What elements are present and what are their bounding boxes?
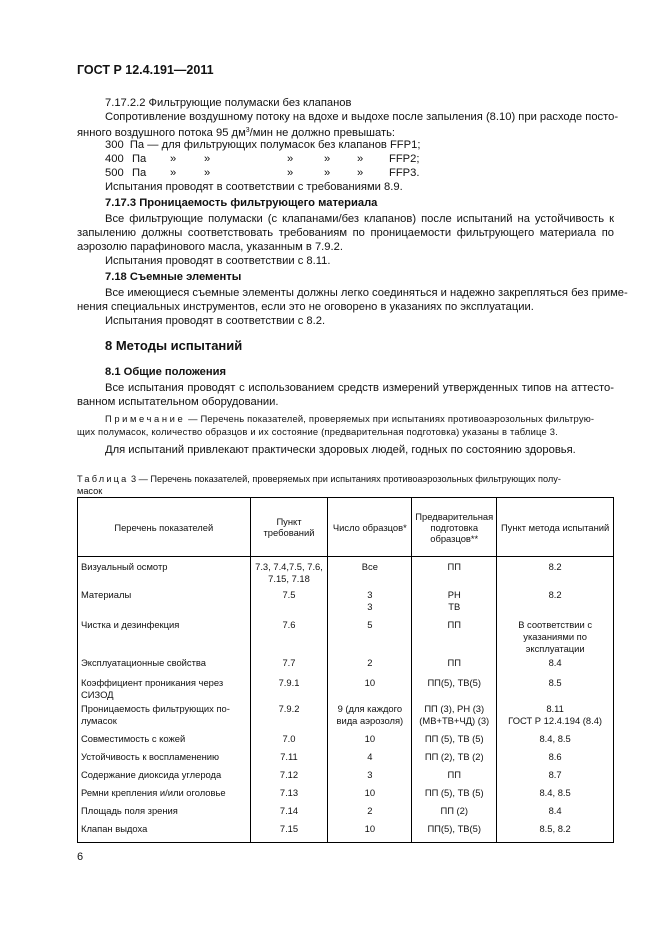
indicator-cell: Совместимость с кожей <box>78 731 251 749</box>
section-7-18-title: 7.18 Съемные элементы <box>105 271 242 283</box>
s7-18-line2: нения специальных инструментов, если это не оговорено в указаниях по эксплуатации. <box>77 301 534 313</box>
s8-1-people: Для испытаний привлекают практически здоровых людей, годных по состоянию здоровья. <box>105 444 576 456</box>
ditto-mark: » <box>357 167 364 179</box>
method-cell: 8.4 <box>497 655 614 675</box>
method-cell: 8.7 <box>497 767 614 785</box>
class-ffp3: FFP3. <box>389 167 420 179</box>
indicator-cell: Устойчивость к воспламенению <box>78 749 251 767</box>
col-header-samples: Число образцов* <box>328 498 412 557</box>
limit-row-500: 500 <box>105 167 124 179</box>
s7-17-3-tests: Испытания проводят в соответствии с 8.11. <box>105 255 331 267</box>
table-row <box>78 617 614 655</box>
preparation-cell: ПП(5), ТВ(5) <box>412 675 497 701</box>
samples-cell: 2 <box>328 655 412 675</box>
ditto-mark: » <box>287 167 294 179</box>
table-row <box>78 701 614 731</box>
ditto-mark: » <box>324 153 331 165</box>
ditto-mark: » <box>357 153 364 165</box>
limit-unit: Па <box>132 167 147 179</box>
s8-1-line1: Все испытания проводят с использованием средств измерений утвержденных типов на аттесто- <box>105 382 614 394</box>
section-7-17-3-title: 7.17.3 Проницаемость фильтрующего материала <box>105 197 378 209</box>
note-line2: щих полумасок, количество образцов и их состояние (предварительная подготовка) указаны в таблице 3. <box>77 426 558 437</box>
requirement-cell: 7.13 <box>250 785 328 803</box>
indicator-cell: Ремни крепления и/или оголовье <box>78 785 251 803</box>
ditto-mark: » <box>204 153 211 165</box>
ditto-mark: » <box>324 167 331 179</box>
samples-cell: 3 <box>328 767 412 785</box>
method-cell: 8.4 <box>497 803 614 821</box>
method-cell: 8.5, 8.2 <box>497 821 614 843</box>
indicator-cell: Коэффициент проникания через СИЗОД <box>78 675 251 701</box>
indicator-cell: Чистка и дезинфекция <box>78 617 251 655</box>
ditto-mark: » <box>170 153 177 165</box>
requirement-cell: 7.5 <box>250 587 328 617</box>
preparation-cell: РН ТВ <box>412 587 497 617</box>
indicator-cell: Визуальный осмотр <box>78 557 251 587</box>
samples-cell: 9 (для каждого вида аэрозоля) <box>328 701 412 731</box>
preparation-cell: ПП (2) <box>412 803 497 821</box>
requirement-cell: 7.15 <box>250 821 328 843</box>
section-8-1-title: 8.1 Общие положения <box>105 366 227 378</box>
preparation-cell: ПП(5), ТВ(5) <box>412 821 497 843</box>
requirements-table <box>77 497 614 843</box>
s7-17-3-line3: аэрозолю парафинового масла, указанным в 7.9.2. <box>77 241 343 253</box>
col-header-indicator: Перечень показателей <box>78 498 251 557</box>
limit-row-300: 300 Па — для фильтрующих полумасок без клапанов FFP1; <box>105 139 421 151</box>
requirement-cell: 7.6 <box>250 617 328 655</box>
indicator-cell: Содержание диоксида углерода <box>78 767 251 785</box>
s8-1-line2: ванном испытательном оборудовании. <box>77 396 279 408</box>
s7-18-tests: Испытания проводят в соответствии с 8.2. <box>105 315 326 327</box>
preparation-cell: ПП (5), ТВ (5) <box>412 731 497 749</box>
requirement-cell: 7.9.2 <box>250 701 328 731</box>
s7-17-2-2-tests: Испытания проводят в соответствии с требованиями 8.9. <box>105 181 403 193</box>
indicator-cell: Клапан выдоха <box>78 821 251 843</box>
preparation-cell: ПП <box>412 557 497 587</box>
table-row <box>78 655 614 675</box>
col-header-method: Пункт метода испытаний <box>497 498 614 557</box>
table-row <box>78 731 614 749</box>
preparation-cell: ПП <box>412 767 497 785</box>
samples-cell: 5 <box>328 617 412 655</box>
requirement-cell: 7.12 <box>250 767 328 785</box>
table-row <box>78 557 614 587</box>
col-header-requirement: Пункт требований <box>250 498 328 557</box>
ditto-mark: » <box>204 167 211 179</box>
samples-cell: 4 <box>328 749 412 767</box>
class-ffp2: FFP2; <box>389 153 420 165</box>
preparation-cell: ПП (3), РН (3) (МВ+ТВ+ЧД) (3) <box>412 701 497 731</box>
method-cell: В соответствии с указаниями по эксплуатации <box>497 617 614 655</box>
samples-cell: Все <box>328 557 412 587</box>
samples-cell: 10 <box>328 821 412 843</box>
method-cell: 8.2 <box>497 587 614 617</box>
table-row <box>78 767 614 785</box>
note-line1: Примечание — Перечень показателей, проверяемых при испытаниях противоаэрозольных фильтрую- <box>105 413 595 424</box>
table-row <box>78 821 614 843</box>
ditto-mark: » <box>170 167 177 179</box>
table-caption-line2: масок <box>77 486 103 496</box>
method-cell: 8.6 <box>497 749 614 767</box>
table-caption-line1: Таблица 3 — Перечень показателей, проверяемых при испытаниях противоаэрозольных фильтрующих полу- <box>77 474 561 484</box>
preparation-cell: ПП <box>412 655 497 675</box>
samples-cell: 10 <box>328 675 412 701</box>
s7-17-2-2-line1: Сопротивление воздушному потоку на вдохе и выдохе после запыления (8.10) при расходе посто- <box>105 111 619 123</box>
requirement-cell: 7.11 <box>250 749 328 767</box>
samples-cell: 3 3 <box>328 587 412 617</box>
s7-18-line1: Все имеющиеся съемные элементы должны легко соединяться и надежно закрепляться без приме- <box>105 287 628 299</box>
section-8-title: 8 Методы испытаний <box>105 338 243 353</box>
samples-cell: 10 <box>328 731 412 749</box>
limit-unit: Па <box>132 153 147 165</box>
table-row <box>78 803 614 821</box>
method-cell: 8.4, 8.5 <box>497 785 614 803</box>
samples-cell: 10 <box>328 785 412 803</box>
ditto-mark: » <box>287 153 294 165</box>
s7-17-2-2-line2: янного воздушного потока 95 $дм^3$/мин не должно превышать: <box>77 127 396 139</box>
preparation-cell: ПП <box>412 617 497 655</box>
preparation-cell: ПП (2), ТВ (2) <box>412 749 497 767</box>
preparation-cell: ПП (5), ТВ (5) <box>412 785 497 803</box>
s7-17-3-line2: запылению должны соответствовать требованиям по проницаемости фильтрующего материала по <box>77 227 614 239</box>
limit-row-400: 400 <box>105 153 124 165</box>
samples-cell: 2 <box>328 803 412 821</box>
indicator-cell: Площадь поля зрения <box>78 803 251 821</box>
method-cell: 8.11 ГОСТ Р 12.4.194 (8.4) <box>497 701 614 731</box>
method-cell: 8.5 <box>497 675 614 701</box>
table-row <box>78 675 614 701</box>
s7-17-3-line1: Все фильтрующие полумаски (с клапанами/без клапанов) после испытаний на устойчивость к <box>105 213 614 225</box>
document-header: ГОСТ Р 12.4.191—2011 <box>77 63 214 77</box>
requirement-cell: 7.9.1 <box>250 675 328 701</box>
requirement-cell: 7.3, 7.4,7.5, 7.6, 7.15, 7.18 <box>250 557 328 587</box>
requirement-cell: 7.0 <box>250 731 328 749</box>
col-header-preparation: Предварительная подготовка образцов** <box>412 498 497 557</box>
indicator-cell: Материалы <box>78 587 251 617</box>
indicator-cell: Эксплуатационные свойства <box>78 655 251 675</box>
indicator-cell: Проницаемость фильтрующих по-лумасок <box>78 701 251 731</box>
requirement-cell: 7.14 <box>250 803 328 821</box>
page-number: 6 <box>77 851 84 863</box>
table-row <box>78 785 614 803</box>
method-cell: 8.2 <box>497 557 614 587</box>
requirement-cell: 7.7 <box>250 655 328 675</box>
section-7-17-2-2-title: 7.17.2.2 Фильтрующие полумаски без клапанов <box>105 97 352 109</box>
table-header-row <box>78 498 614 557</box>
table-row <box>78 587 614 617</box>
method-cell: 8.4, 8.5 <box>497 731 614 749</box>
table-row <box>78 749 614 767</box>
